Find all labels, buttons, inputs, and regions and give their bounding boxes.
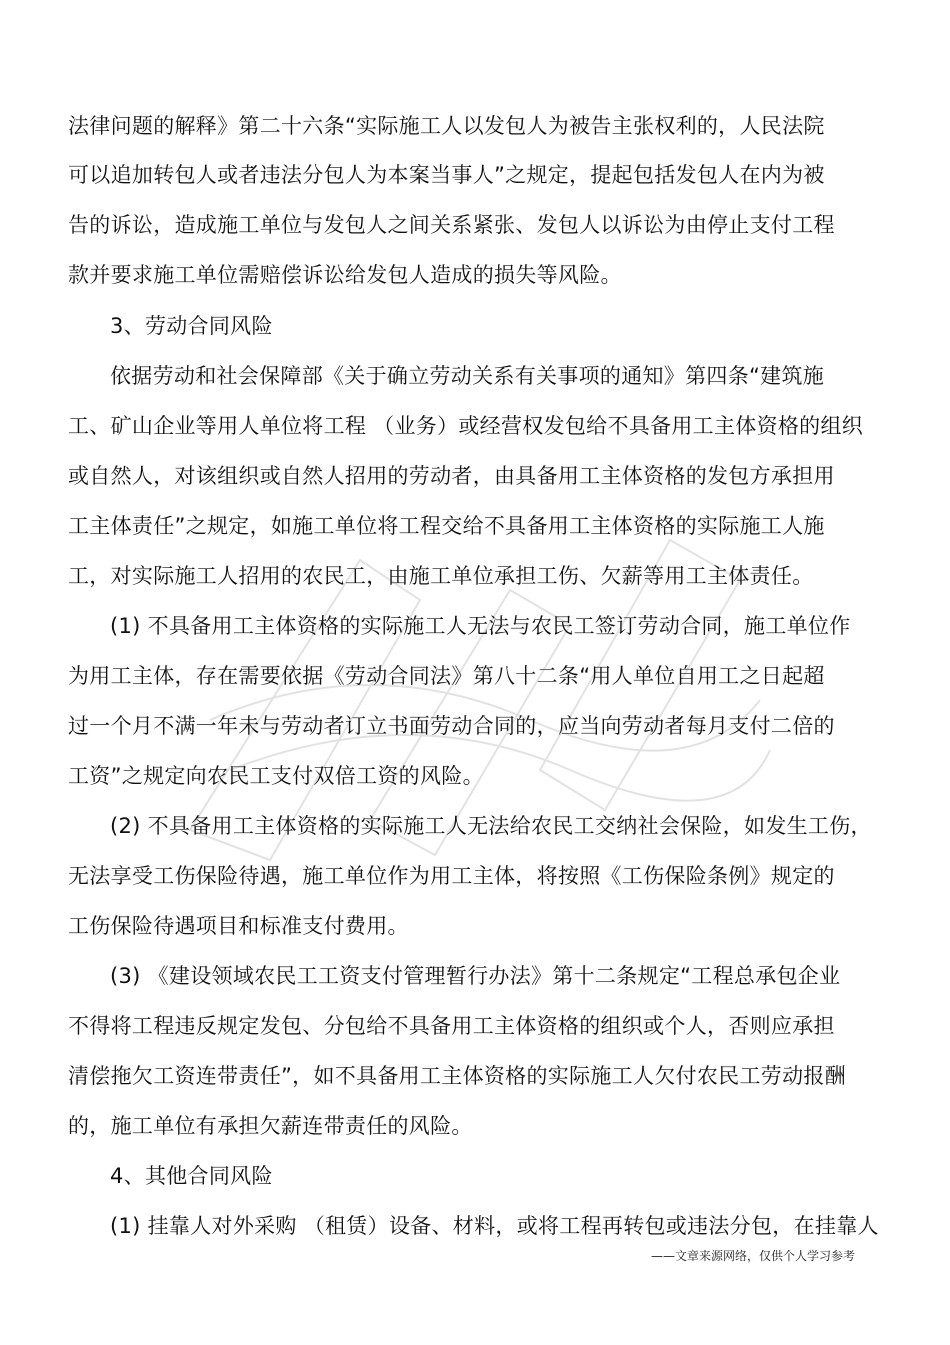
document-line: 工伤保险待遇项目和标准支付费用。 bbox=[68, 914, 409, 938]
document-line: 过一个月不满一年未与劳动者订立书面劳动合同的，应当向劳动者每月支付二倍的 bbox=[68, 714, 835, 738]
list-item-start: (1) 不具备用工主体资格的实际施工人无法与农民工签订劳动合同，施工单位作 bbox=[110, 614, 851, 638]
document-line: 法律问题的解释》第二十六条“实际施工人以发包人为被告主张权利的，人民法院 bbox=[68, 114, 825, 138]
section-heading: 4、其他合同风险 bbox=[110, 1164, 273, 1188]
document-line: 工，对实际施工人招用的农民工，由施工单位承担工伤、欠薪等用工主体责任。 bbox=[68, 564, 814, 588]
document-line: 依据劳动和社会保障部《关于确立劳动关系有关事项的通知》第四条“建筑施 bbox=[110, 364, 825, 388]
document-line: 为用工主体，存在需要依据《劳动合同法》第八十二条“用人单位自用工之日起超 bbox=[68, 664, 825, 688]
section-heading: 3、劳动合同风险 bbox=[110, 314, 273, 338]
list-item-start: (1) 挂靠人对外采购 （租赁）设备、材料，或将工程再转包或违法分包，在挂靠人 bbox=[110, 1214, 879, 1238]
document-line: 可以追加转包人或者违法分包人为本案当事人”之规定，提起包括发包人在内为被 bbox=[68, 163, 825, 187]
document-line: 无法享受工伤保险待遇，施工单位作为用工主体，将按照《工伤保险条例》规定的 bbox=[68, 864, 835, 888]
document-line: 的，施工单位有承担欠薪连带责任的风险。 bbox=[68, 1114, 473, 1138]
document-line: 款并要求施工单位需赔偿诉讼给发包人造成的损失等风险。 bbox=[68, 263, 622, 287]
document-line: 工资”之规定向农民工支付双倍工资的风险。 bbox=[68, 764, 484, 788]
document-line: 不得将工程违反规定发包、分包给不具备用工主体资格的组织或个人，否则应承担 bbox=[68, 1014, 835, 1038]
footer-note: ——文章来源网络，仅供个人学习参考 bbox=[650, 1249, 855, 1263]
document-line: 清偿拖欠工资连带责任”，如不具备用工主体资格的实际施工人欠付农民工劳动报酬 bbox=[68, 1064, 846, 1088]
list-item-start: (3) 《建设领域农民工工资支付管理暂行办法》第十二条规定“工程总承包企业 bbox=[110, 964, 841, 988]
list-item-start: (2) 不具备用工主体资格的实际施工人无法给农民工交纳社会保险，如发生工伤， bbox=[110, 814, 872, 838]
document-line: 工、矿山企业等用人单位将工程 （业务）或经营权发包给不具备用工主体资格的组织 bbox=[68, 414, 864, 438]
document-line: 告的诉讼，造成施工单位与发包人之间关系紧张、发包人以诉讼为由停止支付工程 bbox=[68, 213, 835, 237]
document-line: 工主体责任”之规定，如施工单位将工程交给不具备用工主体资格的实际施工人施 bbox=[68, 514, 825, 538]
document-line: 或自然人，对该组织或自然人招用的劳动者，由具备用工主体资格的发包方承担用 bbox=[68, 464, 835, 488]
